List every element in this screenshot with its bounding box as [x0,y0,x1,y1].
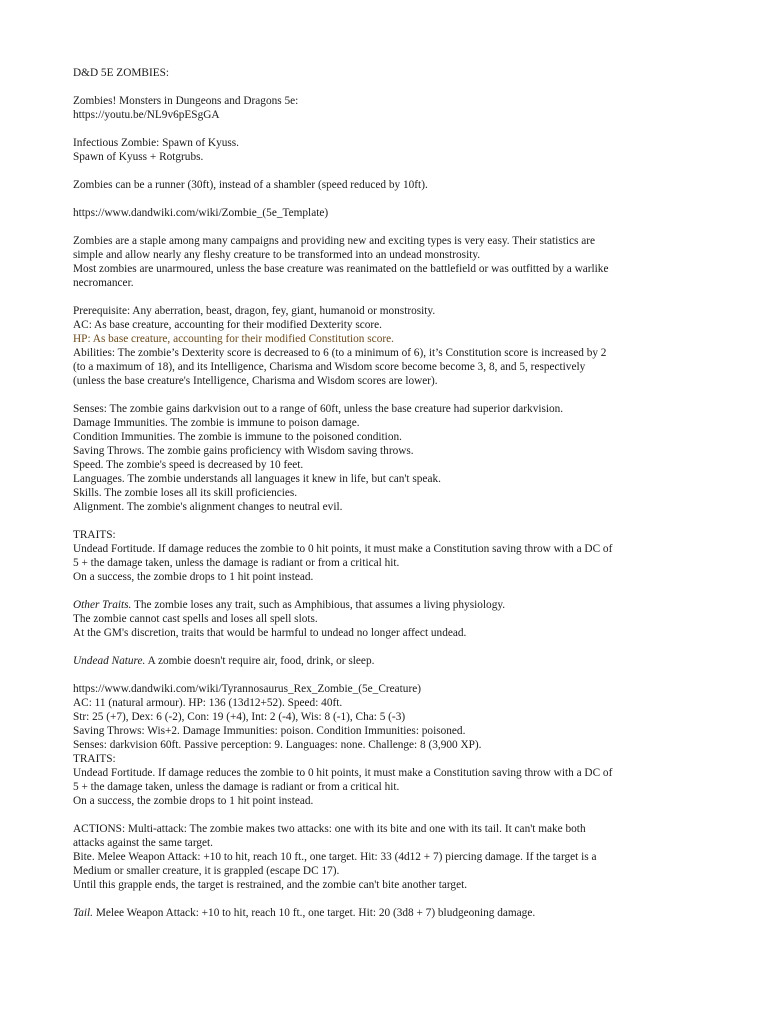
trex-traits-heading: TRAITS: [73,753,116,765]
trex-undead-fortitude-line: Undead Fortitude. If damage reduces the zombie to 0 hit points, it must make a Constitution saving throw with a DC of [73,767,613,779]
youtube-link[interactable]: https://youtu.be/NL9v6pESgGA [73,109,220,121]
staple-line: Most zombies are unarmoured, unless the base creature was reanimated on the battlefield or was outfitted by a warlike [73,263,609,275]
grapple-line: Until this grapple ends, the target is restrained, and the zombie can't bite another target. [73,879,468,891]
template-link[interactable]: https://www.dandwiki.com/wiki/Zombie_(5e_Template) [73,207,329,219]
trex-stat-line: Saving Throws: Wis+2. Damage Immunities: poison. Condition Immunities: poisoned. [73,725,466,737]
runner-block [73,178,733,192]
undead-nature-block [73,654,733,668]
doc-title-block [73,66,733,80]
trex-undead-fortitude-line: On a success, the zombie drops to 1 hit point instead. [73,795,314,807]
other-traits-block [73,598,733,640]
other-traits-label: Other Traits. [73,599,132,611]
tail-label: Tail. [73,907,93,919]
trex-stat-line: AC: 11 (natural armour). HP: 136 (13d12+52). Speed: 40ft. [73,697,343,709]
other-traits-text: The zombie loses any trait, such as Amphibious, that assumes a living physiology. [131,599,506,611]
actions-block [73,822,733,892]
tail-block [73,906,733,920]
doc-title: D&D 5E ZOMBIES: [73,67,170,79]
intro-line: Zombies! Monsters in Dungeons and Dragons 5e: [73,95,299,107]
abilities-line: (unless the base creature's Intelligence, Charisma and Wisdom scores are lower). [73,375,438,387]
undead-fortitude-line: 5 + the damage taken, unless the damage is radiant or from a critical hit. [73,557,400,569]
trex-link[interactable]: https://www.dandwiki.com/wiki/Tyrannosaurus_Rex_Zombie_(5e_Creature) [73,683,421,695]
abilities-line: (to a maximum of 18), and its Intelligence, Charisma and Wisdom score become become 3, 8, and 5, respectively [73,361,586,373]
senses-line: Senses: The zombie gains darkvision out to a range of 60ft, unless the base creature had superior darkvision. [73,403,564,415]
tail-text: Melee Weapon Attack: +10 to hit, reach 10 ft., one target. Hit: 20 (3d8 + 7) bludgeoning damage. [93,907,536,919]
tail-line [73,906,733,920]
infectious-block [73,136,733,164]
saving-throws-line: Saving Throws. The zombie gains proficiency with Wisdom saving throws. [73,445,414,457]
other-traits-line [73,598,733,612]
trex-stat-line: Senses: darkvision 60ft. Passive perception: 9. Languages: none. Challenge: 8 (3,900 XP). [73,739,482,751]
undead-nature-label: Undead Nature. [73,655,146,667]
document-page [73,66,733,934]
infectious-line: Spawn of Kyuss + Rotgrubs. [73,151,204,163]
bite-line: Bite. Melee Weapon Attack: +10 to hit, reach 10 ft., one target. Hit: 33 (4d12 + 7) piercing damage. If the target is a [73,851,597,863]
staple-line: necromancer. [73,277,134,289]
skills-line: Skills. The zombie loses all its skill proficiencies. [73,487,298,499]
undead-fortitude-line: On a success, the zombie drops to 1 hit point instead. [73,571,314,583]
other-traits-line: At the GM's discretion, traits that would be harmful to undead no longer affect undead. [73,627,467,639]
ac-line: AC: As base creature, accounting for their modified Dexterity score. [73,319,382,331]
actions-line: ACTIONS: Multi-attack: The zombie makes two attacks: one with its bite and one with its tail. It can't make both [73,823,586,835]
traits-heading: TRAITS: [73,529,116,541]
prereq-block [73,304,733,388]
infectious-line: Infectious Zombie: Spawn of Kyuss. [73,137,239,149]
alignment-line: Alignment. The zombie's alignment changes to neutral evil. [73,501,343,513]
languages-line: Languages. The zombie understands all languages it knew in life, but can't speak. [73,473,441,485]
prereq-line: Prerequisite: Any aberration, beast, dragon, fey, giant, humanoid or monstrosity. [73,305,436,317]
speed-line: Speed. The zombie's speed is decreased by 10 feet. [73,459,304,471]
staple-line: Zombies are a staple among many campaigns and providing new and exciting types is very easy. Their statistics are [73,235,596,247]
senses-block [73,402,733,514]
template-link-block [73,206,733,220]
trex-stat-line: Str: 25 (+7), Dex: 6 (-2), Con: 19 (+4), Int: 2 (-4), Wis: 8 (-1), Cha: 5 (-3) [73,711,406,723]
actions-line: attacks against the same target. [73,837,214,849]
bite-line: Medium or smaller creature, it is grappled (escape DC 17). [73,865,340,877]
hp-line: HP: As base creature, accounting for their modified Constitution score. [73,333,394,345]
traits-block [73,528,733,584]
damage-immunities-line: Damage Immunities. The zombie is immune to poison damage. [73,417,360,429]
trex-block [73,682,733,808]
other-traits-line: The zombie cannot cast spells and loses all spell slots. [73,613,318,625]
trex-undead-fortitude-line: 5 + the damage taken, unless the damage is radiant or from a critical hit. [73,781,400,793]
condition-immunities-line: Condition Immunities. The zombie is immune to the poisoned condition. [73,431,402,443]
abilities-line: Abilities: The zombie’s Dexterity score is decreased to 6 (to a minimum of 6), it’s Constitution score is increased by 2 [73,347,607,359]
intro-block [73,94,733,122]
runner-line: Zombies can be a runner (30ft), instead of a shambler (speed reduced by 10ft). [73,179,428,191]
undead-fortitude-line: Undead Fortitude. If damage reduces the zombie to 0 hit points, it must make a Constitution saving throw with a DC of [73,543,613,555]
undead-nature-line [73,654,733,668]
staple-block [73,234,733,290]
undead-nature-text: A zombie doesn't require air, food, drink, or sleep. [145,655,375,667]
staple-line: simple and allow nearly any fleshy creature to be transformed into an undead monstrosity. [73,249,481,261]
